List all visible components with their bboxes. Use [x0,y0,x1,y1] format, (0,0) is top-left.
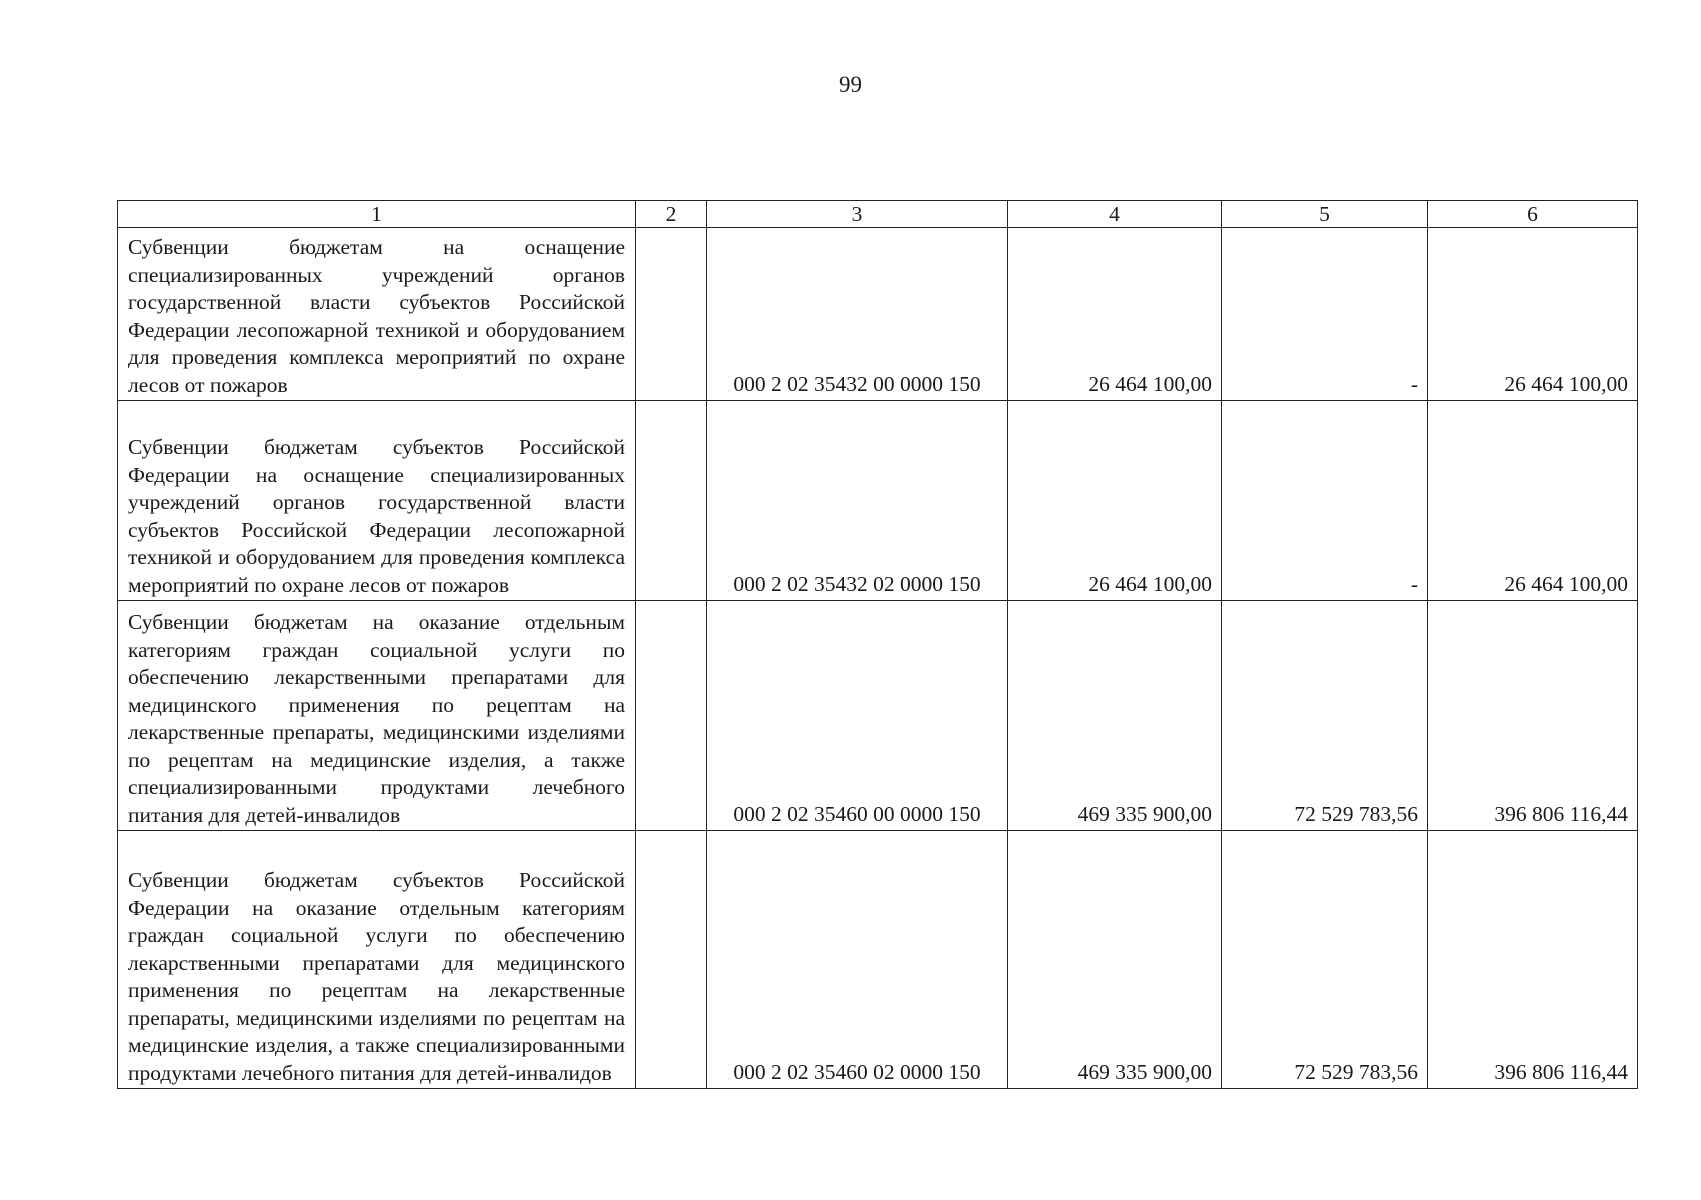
page-number: 99 [839,72,862,97]
row-col6: 26 464 100,00 [1428,228,1638,401]
header-cell-2: 2 [636,201,707,228]
row-col2 [636,401,707,601]
table-row [118,401,1638,601]
row-description: Субвенции бюджетам на оказание отдельным категориям граждан социальной услуги по обеспечению лекарственными препаратами для медицинского применения по рецептам на лекарственные препараты, медицинскими изделиями по рецептам на медицинские изделия, а также специализированными продуктами лечебного питания для детей-инвалидов [118,601,636,831]
row-col2 [636,228,707,401]
row-description: Субвенции бюджетам субъектов Российской Федерации на оказание отдельным категориям граждан социальной услуги по обеспечению лекарственными препаратами для медицинского применения по рецептам на лекарственные препараты, медицинскими изделиями по рецептам на медицинские изделия, а также специализированными продуктами лечебного питания для детей-инвалидов [118,831,636,1089]
row-code: 000 2 02 35460 02 0000 150 [707,831,1008,1089]
header-cell-3: 3 [707,201,1008,228]
header-cell-6: 6 [1428,201,1638,228]
row-col6: 26 464 100,00 [1428,401,1638,601]
row-col4: 469 335 900,00 [1008,831,1222,1089]
row-code: 000 2 02 35460 00 0000 150 [707,601,1008,831]
header-row [118,201,1638,228]
row-code: 000 2 02 35432 02 0000 150 [707,401,1008,601]
header-cell-4: 4 [1008,201,1222,228]
row-col2 [636,831,707,1089]
row-col5: - [1222,228,1428,401]
budget-table [117,200,1638,1089]
row-code: 000 2 02 35432 00 0000 150 [707,228,1008,401]
row-col4: 26 464 100,00 [1008,401,1222,601]
table-row [118,601,1638,831]
row-col2 [636,601,707,831]
row-col4: 26 464 100,00 [1008,228,1222,401]
header-cell-1: 1 [118,201,636,228]
row-col4: 469 335 900,00 [1008,601,1222,831]
row-description: Субвенции бюджетам на оснащение специализированных учреждений органов государственной власти субъектов Российской Федерации лесопожарной техникой и оборудованием для проведения комплекса мероприятий по охране лесов от пожаров [118,228,636,401]
row-col6: 396 806 116,44 [1428,601,1638,831]
row-col5: 72 529 783,56 [1222,601,1428,831]
row-col5: - [1222,401,1428,601]
table-row [118,831,1638,1089]
row-col5: 72 529 783,56 [1222,831,1428,1089]
row-description: Субвенции бюджетам субъектов Российской Федерации на оснащение специализированных учреждений органов государственной власти субъектов Российской Федерации лесопожарной техникой и оборудованием для проведения комплекса мероприятий по охране лесов от пожаров [118,401,636,601]
row-col6: 396 806 116,44 [1428,831,1638,1089]
table-row [118,228,1638,401]
header-cell-5: 5 [1222,201,1428,228]
